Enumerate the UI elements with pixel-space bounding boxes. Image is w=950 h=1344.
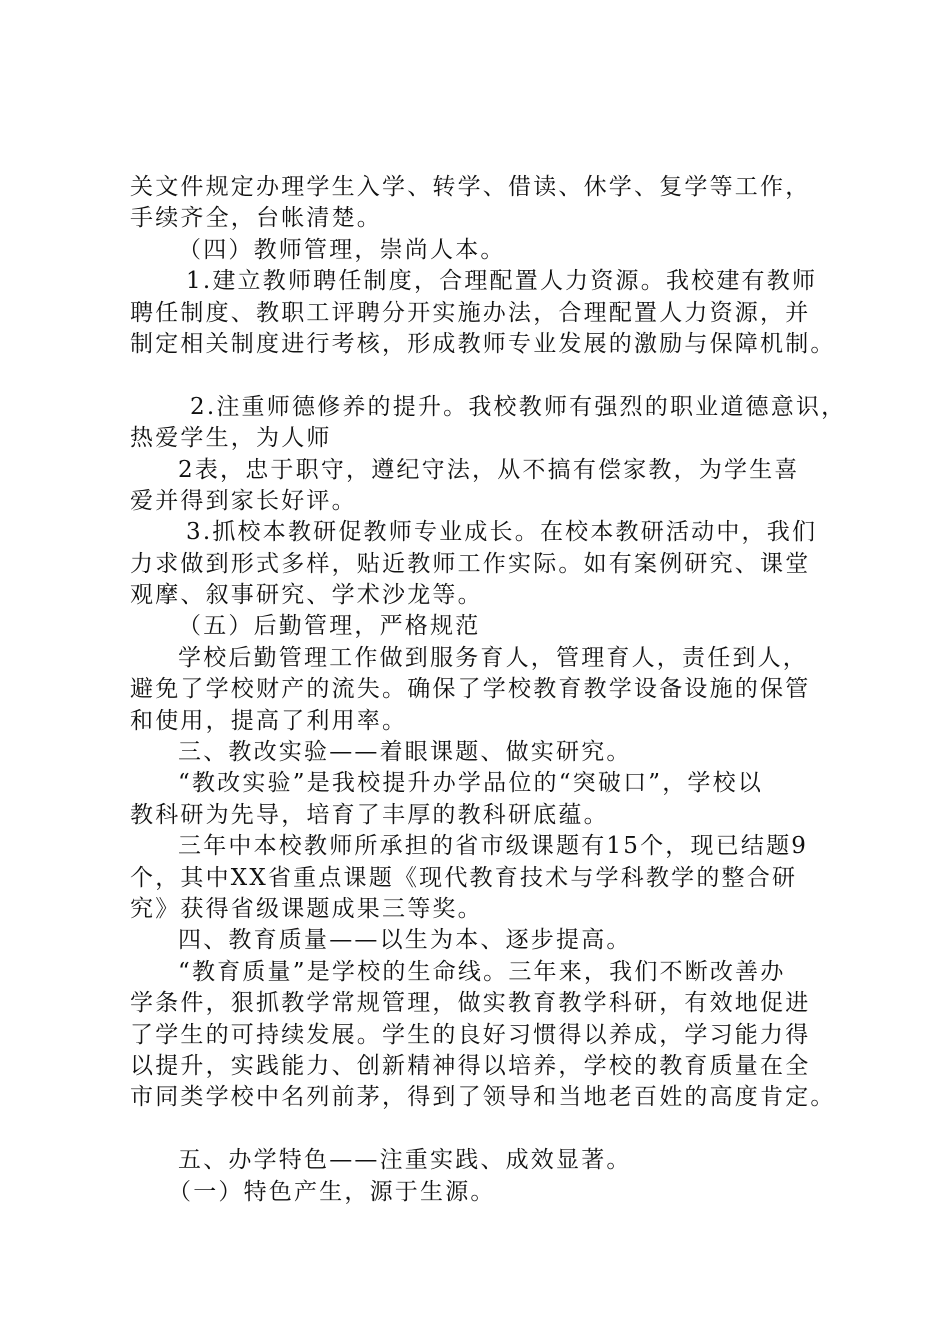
text-line: “教育质量”是学校的生命线。三年来，我们不断改善办 bbox=[178, 958, 786, 985]
text-line: 手续齐全，台帐清楚。 bbox=[130, 205, 382, 232]
text-line: 学校后勤管理工作做到服务育人，管理育人，责任到人， bbox=[178, 644, 808, 671]
text-line: 2表，忠于职守，遵纪守法，从不搞有偿家教，为学生喜 bbox=[178, 456, 800, 483]
section-heading: （四）教师管理，崇尚人本。 bbox=[178, 236, 506, 263]
text-line: 学条件，狠抓教学常规管理，做实教育教学科研，有效地促进 bbox=[130, 990, 811, 1017]
section-heading: 五、办学特色——注重实践、成效显著。 bbox=[178, 1147, 632, 1174]
text-line: 2.注重师德修养的提升。我校教师有强烈的职业道德意识， bbox=[190, 393, 847, 420]
text-line: 市同类学校中名列前茅，得到了领导和当地老百姓的高度肯定。 bbox=[130, 1084, 836, 1111]
text-line: 热爱学生，为人师 bbox=[130, 425, 332, 452]
text-line: “教改实验”是我校提升办学品位的“突破口”，学校以 bbox=[178, 770, 764, 797]
text-line: 聘任制度、教职工评聘分开实施办法，合理配置人力资源，并 bbox=[130, 299, 811, 326]
text-line: 以提升，实践能力、创新精神得以培养，学校的教育质量在全 bbox=[130, 1052, 811, 1079]
text-line: 3.抓校本教研促教师专业成长。在校本教研活动中，我们 bbox=[186, 519, 818, 546]
document-body bbox=[130, 172, 850, 1208]
text-line: 观摩、叙事研究、学术沙龙等。 bbox=[130, 582, 483, 609]
text-line: 1.建立教师聘任制度，合理配置人力资源。我校建有教师 bbox=[186, 268, 818, 295]
text-line: 关文件规定办理学生入学、转学、借读、休学、复学等工作， bbox=[130, 174, 811, 200]
text-line: 避免了学校财产的流失。确保了学校教育教学设备设施的保管 bbox=[130, 676, 811, 703]
text-line: 和使用，提高了利用率。 bbox=[130, 707, 408, 734]
text-line: 制定相关制度进行考核，形成教师专业发展的激励与保障机制。 bbox=[130, 330, 836, 357]
text-line: 教科研为先导，培育了丰厚的教科研底蕴。 bbox=[130, 801, 609, 828]
section-heading: （一）特色产生，源于生源。 bbox=[168, 1178, 496, 1205]
text-line: 三年中本校教师所承担的省市级课题有15个，现已结题9 bbox=[178, 833, 809, 860]
text-line: 究》获得省级课题成果三等奖。 bbox=[130, 895, 483, 922]
section-heading: 三、教改实验——着眼课题、做实研究。 bbox=[178, 739, 632, 766]
blank-line bbox=[130, 1114, 850, 1145]
section-heading: （五）后勤管理，严格规范 bbox=[178, 613, 481, 640]
text-line: 个，其中XX省重点课题《现代教育技术与学科教学的整合研 bbox=[130, 864, 798, 891]
blank-line bbox=[130, 360, 850, 391]
text-line: 了学生的可持续发展。学生的良好习惯得以养成，学习能力得 bbox=[130, 1021, 811, 1048]
text-line: 力求做到形式多样，贴近教师工作实际。如有案例研究、课堂 bbox=[130, 550, 811, 577]
text-line: 爱并得到家长好评。 bbox=[130, 487, 357, 514]
section-heading: 四、教育质量——以生为本、逐步提高。 bbox=[178, 927, 632, 954]
